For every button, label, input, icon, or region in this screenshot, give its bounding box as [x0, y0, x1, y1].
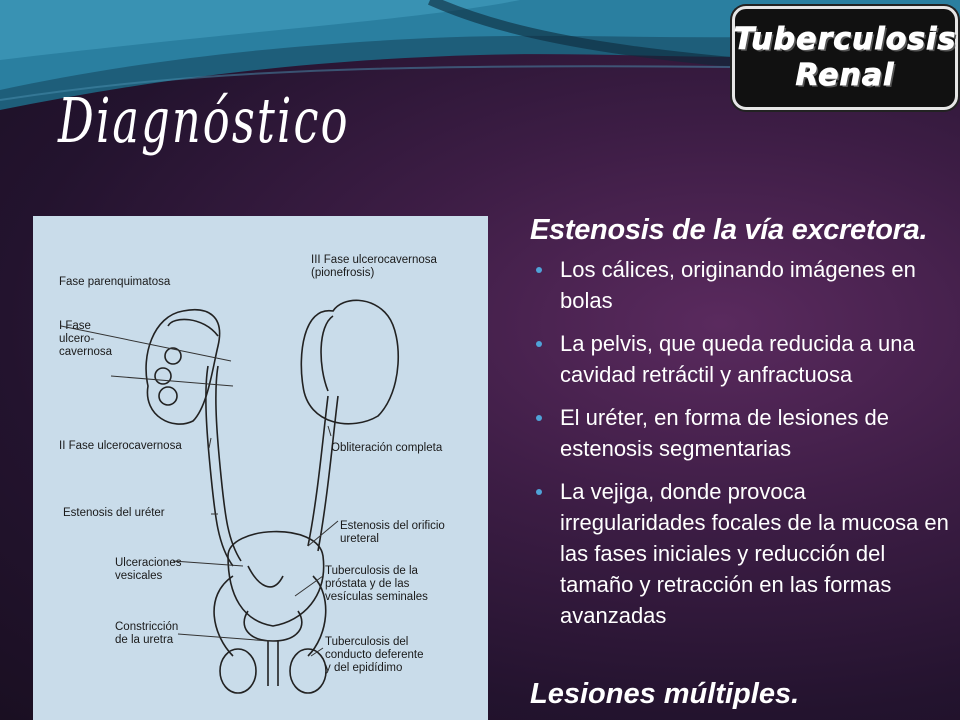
vas-deferens: [214, 576, 326, 656]
label-iii-fase: III Fase ulcerocavernosa (pionefrosis): [311, 254, 437, 279]
label-ulceraciones: Ulceraciones vesicales: [115, 557, 182, 582]
right-kidney-outline: [301, 300, 398, 423]
label-estenosis-orificio: Estenosis del orificio ureteral: [340, 520, 445, 545]
bullet-text: El uréter, en forma de lesiones de estenosis segmentarias: [560, 405, 889, 461]
right-ureter: [308, 396, 328, 546]
heading-estenosis: Estenosis de la vía excretora.: [530, 214, 928, 246]
label-tuberculosis-conducto: Tuberculosis del conducto deferente y del epidídimo: [325, 636, 424, 674]
label-obliteracion: Obliteración completa: [331, 442, 443, 454]
label-ii-fase: II Fase ulcerocavernosa: [59, 440, 182, 452]
bullet-list: [530, 254, 955, 631]
label-estenosis-ureter: Estenosis del uréter: [63, 507, 165, 519]
bullet-text: La vejiga, donde provoca irregularidades focales de la mucosa en las fases iniciales y reducción del tamaño y retracción en las formas avanzadas: [560, 479, 949, 628]
bladder-outline: [228, 532, 324, 626]
label-fase-parenquimatosa: Fase parenquimatosa: [59, 276, 171, 288]
bullet-icon: [536, 415, 542, 421]
urinary-tract-diagram: [33, 216, 488, 720]
bullet-item: [530, 328, 955, 390]
bullet-icon: [536, 489, 542, 495]
label-i-fase: I Fase ulcero- cavernosa: [59, 320, 113, 358]
left-testis: [220, 649, 256, 693]
bullet-item: [530, 476, 955, 631]
badge-line-1: Tuberculosis: [733, 22, 957, 57]
bullet-icon: [536, 341, 542, 347]
bullet-icon: [536, 267, 542, 273]
bullet-text: La pelvis, que queda reducida a una cavidad retráctil y anfractuosa: [560, 331, 915, 387]
bullet-item: [530, 254, 955, 316]
topic-badge: [732, 6, 958, 110]
badge-line-2: Renal: [795, 58, 895, 93]
bullet-item: [530, 402, 955, 464]
slide-title: Diagnóstico: [58, 84, 350, 157]
urethra: [268, 641, 278, 686]
bullet-text: Los cálices, originando imágenes en bolas: [560, 257, 916, 313]
label-constriccion: Constricción de la uretra: [115, 621, 179, 646]
text-content: [530, 212, 955, 643]
heading-lesiones: Lesiones múltiples.: [530, 678, 800, 710]
label-tuberculosis-prostata: Tuberculosis de la próstata y de las vesículas seminales: [325, 565, 428, 603]
left-kidney-hilum: [168, 319, 218, 336]
